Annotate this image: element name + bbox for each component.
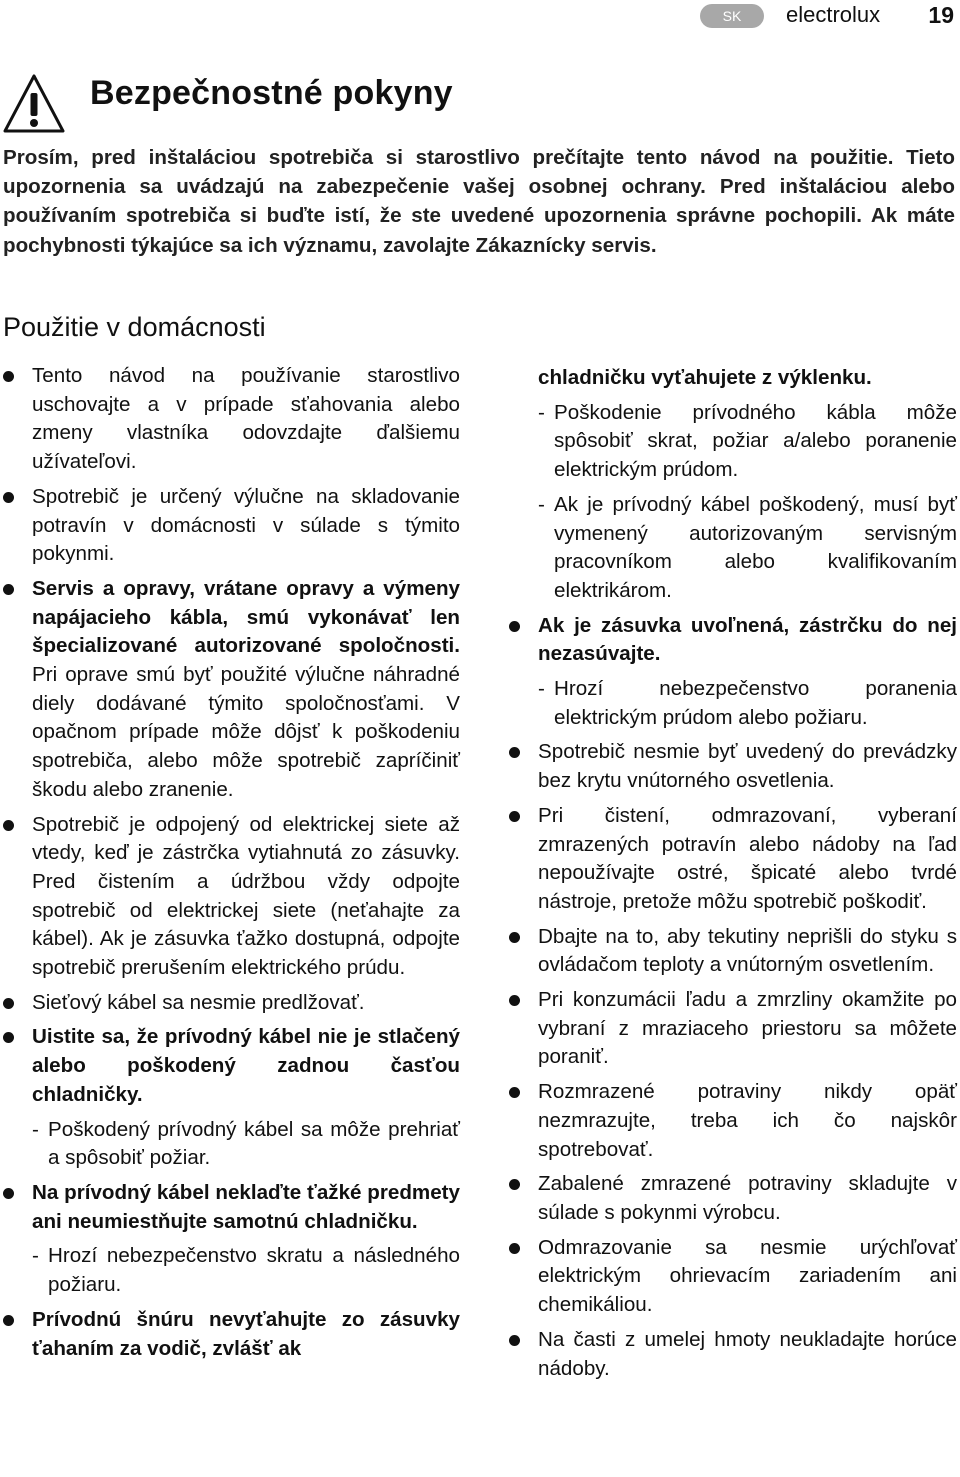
bullet-icon	[3, 1315, 14, 1326]
page-header	[700, 0, 960, 34]
page-number: 19	[928, 2, 954, 28]
list-item: Ak je zásuvka uvoľnená, zástrčku do nej nezasúvajte.	[506, 612, 957, 669]
list-item: Spotrebič je odpojený od elektrickej siete až vtedy, keď je zástrčka vytiahnutá zo zásuvky. Pred čistením a údržbou vždy odpojte spotrebič od elektrickej siete (neťahajte za kábel). Ak je zásuvka ťažko dostupná, odpojte spotrebič prerušením elektrického prúdu.	[0, 811, 460, 983]
list-item: Prívodnú šnúru nevyťahujte zo zásuvky ťahaním za vodič, zvlášť ak	[0, 1306, 460, 1363]
list-item: Tento návod na používanie starostlivo uschovajte a v prípade sťahovania alebo zmeny vlastníka odovzdajte ďalšiemu užívateľovi.	[0, 362, 460, 477]
bullet-icon	[509, 1087, 520, 1098]
list-item: Na časti z umelej hmoty neukladajte horúce nádoby.	[506, 1326, 957, 1383]
brand-name: electrolux	[786, 2, 881, 27]
bullet-icon	[3, 820, 14, 831]
bullet-icon	[3, 371, 14, 382]
list-item: Pri konzumácii ľadu a zmrzliny okamžite po vybraní z mraziaceho priestoru sa môžete poraniť.	[506, 986, 957, 1072]
list-item: Odmrazovanie sa nesmie urýchľovať elektrickým ohrievacím zariadením ani chemikáliou.	[506, 1234, 957, 1320]
right-column	[506, 362, 957, 1389]
intro-paragraph: Prosím, pred inštaláciou spotrebiča si starostlivo prečítajte tento návod na použitie. Tieto upozornenia sa uvádzajú na zabezpečenie vašej osobnej ochrany. Pred inštaláciou alebo používaním spotrebiča si buďte istí, že ste uvedené upozornenia správne pochopili. Ak máte pochybnosti týkajúce sa ich významu, zavolajte Zákaznícky servis.	[3, 146, 955, 257]
bullet-icon	[509, 1243, 520, 1254]
bullet-icon	[3, 492, 14, 503]
sub-item: - Poškodenie prívodného kábla môže spôsobiť skrat, požiar a/alebo poranenie elektrickým prúdom.	[538, 400, 957, 482]
sub-item: - Ak je prívodný kábel poškodený, musí byť vymenený autorizovaným servisným pracovníkom alebo kvalifikovaním elektrikárom.	[538, 492, 957, 602]
sub-item: - Poškodený prívodný kábel sa môže prehriať a spôsobiť požiar.	[32, 1117, 460, 1170]
list-item: Na prívodný kábel neklaďte ťažké predmety ani neumiestňujte samotnú chladničku.	[0, 1179, 460, 1236]
left-column	[0, 362, 460, 1369]
section-title: Použitie v domácnosti	[3, 312, 266, 342]
list-item: Spotrebič nesmie byť uvedený do prevádzky bez krytu vnútorného osvetlenia.	[506, 738, 957, 795]
list-item: Rozmrazené potraviny nikdy opäť nezmrazujte, treba ich čo najskôr spotrebovať.	[506, 1078, 957, 1164]
list-item: Sieťový kábel sa nesmie predlžovať.	[0, 989, 460, 1018]
list-item: Spotrebič je určený výlučne na skladovanie potravín v domácnosti v súlade s týmito pokynmi.	[0, 483, 460, 569]
language-badge: SK	[700, 4, 764, 28]
continued-text: chladničku vyťahujete z výklenku.	[538, 366, 872, 389]
bullet-icon	[3, 998, 14, 1009]
sub-item: - Hrozí nebezpečenstvo poranenia elektrickým prúdom alebo požiaru.	[538, 677, 957, 729]
page-title: Bezpečnostné pokyny	[90, 74, 453, 112]
bullet-icon	[509, 1179, 520, 1190]
bullet-icon	[509, 621, 520, 632]
bullet-icon	[509, 747, 520, 758]
list-item: Uistite sa, že prívodný kábel nie je stlačený alebo poškodený zadnou časťou chladničky.	[0, 1023, 460, 1109]
list-item: Dbajte na to, aby tekutiny neprišli do styku s ovládačom teploty a vnútorným osvetlením.	[506, 923, 957, 980]
warning-icon	[2, 72, 66, 136]
list-item: Zabalené zmrazené potraviny skladujte v súlade s pokynmi výrobcu.	[506, 1170, 957, 1227]
bullet-icon	[509, 995, 520, 1006]
sub-item: - Hrozí nebezpečenstvo skratu a následného požiaru.	[32, 1244, 460, 1297]
bullet-icon	[3, 1032, 14, 1043]
bullet-icon	[509, 932, 520, 943]
bullet-icon	[3, 584, 14, 595]
bullet-icon	[509, 1335, 520, 1346]
bullet-icon	[509, 811, 520, 822]
list-item: Pri čistení, odmrazovaní, vyberaní zmrazených potravín alebo nádoby na ľad nepoužívajte ostré, špicaté alebo tvrdé nástroje, pretože môžu spotrebič poškodiť.	[506, 802, 957, 917]
list-item: Servis a opravy, vrátane opravy a výmeny napájacieho kábla, smú vykonávať len špecializované autorizované spoločnosti. Pri oprave smú byť použité výlučne náhradné diely dodávané týmito spoločnosťami. V opačnom prípade môže dôjsť k poškodeniu spotrebiča, alebo môže spotrebič zapríčiniť škodu alebo zranenie.	[0, 575, 460, 805]
bullet-icon	[3, 1188, 14, 1199]
